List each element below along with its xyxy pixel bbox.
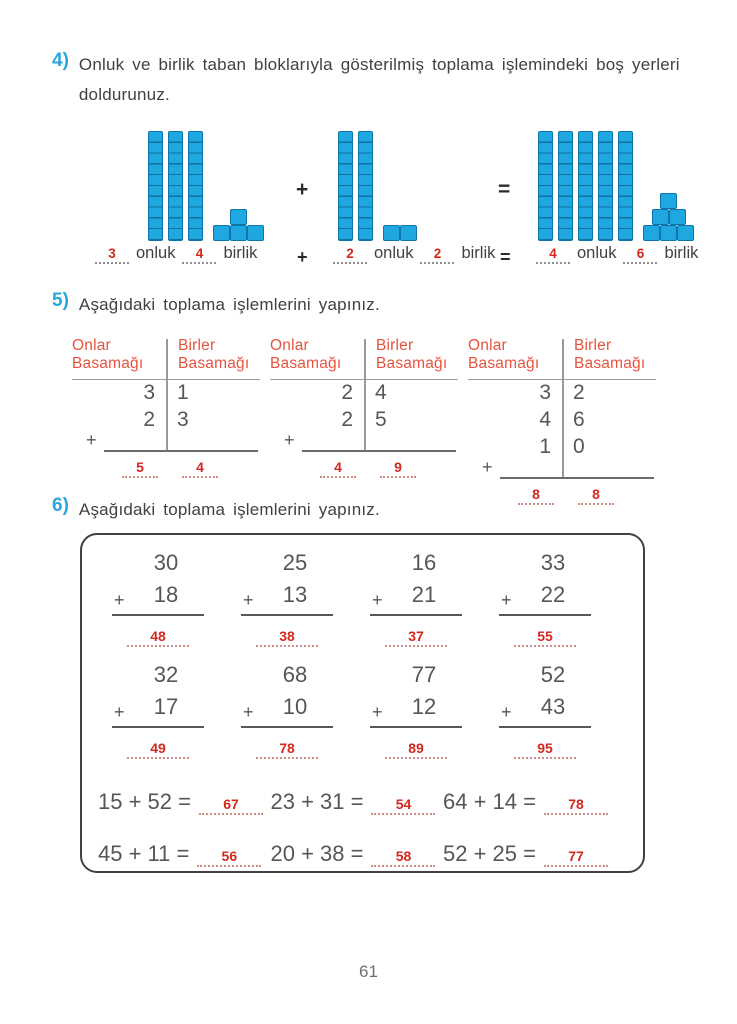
- expression: 20 + 38 =: [270, 840, 364, 866]
- birlik-answer-blank[interactable]: 4: [182, 246, 216, 264]
- sum-line: [500, 477, 654, 479]
- sum-answer[interactable]: 95: [514, 740, 576, 759]
- ones-answer[interactable]: 4: [182, 459, 218, 478]
- ones-digit: 5: [375, 408, 387, 432]
- unit-cube: [677, 225, 694, 241]
- sum-line: [241, 614, 333, 616]
- page-number: 61: [359, 962, 378, 981]
- addend-top: 16: [411, 550, 437, 575]
- unit-cube: [230, 225, 247, 241]
- tens-digit: 3: [143, 381, 155, 405]
- ten-rod: [598, 131, 613, 241]
- label-sum: [536, 244, 698, 264]
- ten-rod: [148, 131, 163, 241]
- tens-answer[interactable]: 8: [518, 486, 554, 505]
- onluk-word: onluk: [374, 244, 414, 262]
- addend-bottom: 10: [282, 693, 308, 719]
- sum-line: [370, 614, 462, 616]
- plus-sign: +: [243, 701, 254, 722]
- block-group-first-addend: [148, 131, 264, 241]
- ones-answer[interactable]: 8: [578, 486, 614, 505]
- tens-digit: 2: [341, 381, 353, 405]
- vertical-problem: [241, 547, 333, 647]
- ten-rod: [338, 131, 353, 241]
- ones-header: Birler Basamağı: [376, 337, 448, 373]
- units: [213, 209, 264, 241]
- cube-row: [383, 225, 417, 241]
- plus-sign: +: [501, 589, 512, 610]
- rods: [538, 131, 633, 241]
- horizontal-problems-row-2: [82, 841, 643, 867]
- cube-row: [652, 209, 686, 225]
- ones-digit: 3: [177, 408, 189, 432]
- addend-top: 68: [282, 661, 308, 687]
- ones-answer[interactable]: 9: [380, 459, 416, 478]
- onluk-word: onluk: [136, 244, 176, 262]
- sum-line: [302, 450, 456, 452]
- unit-cube: [652, 209, 669, 225]
- place-value-table-2: [270, 337, 458, 478]
- addend-bottom: 12: [411, 693, 437, 719]
- plus-sign: +: [114, 589, 125, 610]
- sum-line: [104, 450, 258, 452]
- sum-answer[interactable]: 54: [371, 796, 435, 815]
- vertical-problems-row-2: [82, 647, 643, 759]
- unit-cube: [669, 209, 686, 225]
- sum-line: [112, 726, 204, 728]
- birlik-word: birlik: [664, 244, 699, 262]
- plus-sign: +: [372, 589, 383, 610]
- onluk-word: onluk: [577, 244, 617, 262]
- equals-sign: =: [500, 247, 511, 267]
- vertical-problem: [370, 659, 462, 759]
- question-6-problems-box: [80, 533, 645, 873]
- sum-line: [241, 726, 333, 728]
- units: [383, 225, 417, 241]
- ones-header: Birler Basamağı: [178, 337, 250, 373]
- addend-top: 32: [153, 661, 179, 687]
- addend-bottom: 43: [540, 693, 566, 719]
- addend-bottom: 21: [411, 581, 437, 607]
- addend-top: 25: [282, 550, 308, 575]
- sum-answer[interactable]: 56: [197, 848, 261, 867]
- ones-digit: 4: [375, 381, 387, 405]
- vertical-problems-row-1: [82, 535, 643, 647]
- ten-rod: [188, 131, 203, 241]
- horizontal-problem: [98, 789, 270, 815]
- plus-sign: +: [114, 701, 125, 722]
- question-4-prompt: Onluk ve birlik taban bloklarıyla gösterilmiş toplama işlemindeki boş yerleri doldurunuz.: [78, 55, 680, 104]
- sum-answer[interactable]: 78: [256, 740, 318, 759]
- unit-cube: [660, 225, 677, 241]
- ten-rod: [538, 131, 553, 241]
- addend-bottom: 18: [153, 581, 179, 607]
- vertical-problem: [112, 547, 204, 647]
- tens-digit: 2: [143, 408, 155, 432]
- expression: 45 + 11 =: [98, 840, 190, 866]
- addend-bottom: 13: [282, 581, 308, 607]
- sum-line: [499, 614, 591, 616]
- birlik-answer-blank[interactable]: 6: [623, 246, 657, 264]
- ones-header: Birler Basamağı: [574, 337, 646, 373]
- addend-top: 33: [540, 550, 566, 575]
- sum-line-row: [72, 429, 260, 452]
- onluk-answer-blank[interactable]: 2: [333, 246, 367, 264]
- question-5-header: [52, 290, 682, 320]
- addend-bottom: 22: [540, 581, 566, 607]
- equals-sign: =: [498, 178, 511, 201]
- base-ten-blocks-diagram: [0, 126, 737, 241]
- rods: [148, 131, 203, 241]
- cube-row: [213, 225, 264, 241]
- ten-rod: [168, 131, 183, 241]
- plus-sign: +: [501, 701, 512, 722]
- column-divider: [562, 339, 564, 479]
- horizontal-problem: [98, 841, 270, 867]
- birlik-answer-blank[interactable]: 2: [420, 246, 454, 264]
- ones-digit: 1: [177, 381, 189, 405]
- tens-digit: 1: [539, 435, 551, 459]
- question-5-prompt: Aşağıdaki toplama işlemlerini yapınız.: [78, 295, 380, 314]
- unit-cube: [660, 193, 677, 209]
- vertical-problem: [499, 547, 591, 647]
- ones-digit: 0: [573, 435, 585, 459]
- units: [643, 193, 694, 241]
- onluk-answer-blank[interactable]: 4: [536, 246, 570, 264]
- tens-header: Onlar Basamağı: [72, 337, 144, 373]
- plus-sign: +: [243, 589, 254, 610]
- unit-cube: [400, 225, 417, 241]
- expression: 23 + 31 =: [270, 788, 364, 814]
- block-group-second-addend: [338, 131, 417, 241]
- place-value-table-3: [468, 337, 656, 505]
- label-first-addend: [95, 244, 257, 264]
- plus-sign: +: [296, 178, 309, 201]
- sum-answer[interactable]: 37: [385, 628, 447, 647]
- horizontal-problem: [271, 841, 443, 867]
- sum-answer[interactable]: 78: [544, 796, 608, 815]
- horizontal-problem: [443, 789, 615, 815]
- sum-answer[interactable]: 55: [514, 628, 576, 647]
- sum-answer[interactable]: 48: [127, 628, 189, 647]
- unit-cube: [213, 225, 230, 241]
- birlik-word: birlik: [461, 244, 496, 262]
- horizontal-problem: [443, 841, 615, 867]
- addend-top: 77: [411, 661, 437, 687]
- ten-rod: [358, 131, 373, 241]
- plus-sign: +: [482, 456, 493, 477]
- unit-cube: [247, 225, 264, 241]
- question-5-number: 5): [52, 290, 69, 311]
- answer-row: [72, 459, 260, 478]
- question-4-header: [52, 50, 682, 110]
- vertical-problem: [370, 547, 462, 647]
- plus-sign: +: [86, 429, 97, 450]
- sum-answer[interactable]: 38: [256, 628, 318, 647]
- question-6-number: 6): [52, 495, 69, 516]
- block-labels-row: [0, 244, 737, 270]
- tens-answer[interactable]: 4: [320, 459, 356, 478]
- cube-row: [643, 225, 694, 241]
- expression: 52 + 25 =: [443, 840, 536, 866]
- addend-bottom: 17: [153, 693, 179, 719]
- onluk-answer-blank[interactable]: 3: [95, 246, 129, 264]
- addend-top: 30: [153, 550, 179, 575]
- cube-row: [230, 209, 247, 225]
- sum-answer[interactable]: 77: [544, 848, 608, 867]
- sum-line: [112, 614, 204, 616]
- unit-cube: [383, 225, 400, 241]
- label-second-addend: [333, 244, 495, 264]
- sum-answer[interactable]: 89: [385, 740, 447, 759]
- sum-line: [499, 726, 591, 728]
- ones-digit: 2: [573, 381, 585, 405]
- sum-answer[interactable]: 58: [371, 848, 435, 867]
- sum-answer[interactable]: 49: [127, 740, 189, 759]
- tens-answer[interactable]: 5: [122, 459, 158, 478]
- unit-cube: [643, 225, 660, 241]
- sum-line: [370, 726, 462, 728]
- block-group-sum: [538, 131, 694, 241]
- sum-line-row: [270, 429, 458, 452]
- vertical-problem: [499, 659, 591, 759]
- horizontal-problem: [271, 789, 443, 815]
- tens-digit: 3: [539, 381, 551, 405]
- ten-rod: [578, 131, 593, 241]
- vertical-problem: [241, 659, 333, 759]
- tens-digit: 2: [341, 408, 353, 432]
- expression: 15 + 52 =: [98, 788, 191, 814]
- question-6-header: [52, 495, 682, 525]
- rods: [338, 131, 373, 241]
- sum-answer[interactable]: 67: [199, 796, 263, 815]
- question-4-number: 4): [52, 50, 69, 71]
- cube-row: [660, 193, 677, 209]
- place-value-table-1: [72, 337, 260, 478]
- sum-line-row: [468, 456, 656, 479]
- ten-rod: [558, 131, 573, 241]
- vertical-problem: [112, 659, 204, 759]
- plus-sign: +: [297, 247, 308, 267]
- plus-sign: +: [372, 701, 383, 722]
- ten-rod: [618, 131, 633, 241]
- expression: 64 + 14 =: [443, 788, 536, 814]
- plus-sign: +: [284, 429, 295, 450]
- question-6-prompt: Aşağıdaki toplama işlemlerini yapınız.: [78, 500, 380, 519]
- addend-top: 52: [540, 661, 566, 687]
- tens-digit: 4: [539, 408, 551, 432]
- tens-header: Onlar Basamağı: [270, 337, 342, 373]
- unit-cube: [230, 209, 247, 225]
- ones-digit: 6: [573, 408, 585, 432]
- answer-row: [270, 459, 458, 478]
- birlik-word: birlik: [223, 244, 258, 262]
- tens-header: Onlar Basamağı: [468, 337, 540, 373]
- horizontal-problems-row-1: [82, 789, 643, 815]
